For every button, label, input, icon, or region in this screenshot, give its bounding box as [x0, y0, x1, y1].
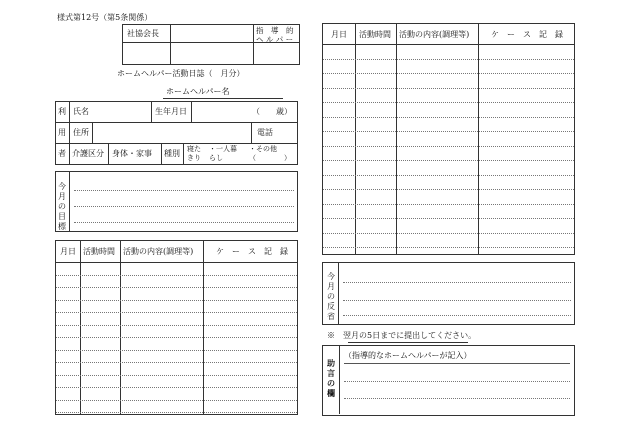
table-row — [323, 131, 574, 132]
table-row — [56, 387, 297, 388]
reflection-label: 今月の反省 — [327, 272, 335, 321]
diary-title: ホームヘルパー活動日誌（ 月分） — [117, 69, 245, 78]
table-row — [323, 160, 574, 161]
header-content: 活動の内容(調理等) — [123, 247, 194, 256]
table-row — [56, 275, 297, 276]
type-other: ・その他 （ ） — [249, 145, 291, 162]
age-label: （ 歳） — [252, 107, 292, 116]
notice-underline — [348, 342, 468, 343]
header-date: 月日 — [331, 30, 347, 39]
left-activity-table — [55, 240, 298, 415]
advice-box — [322, 345, 575, 416]
table-row — [323, 88, 574, 89]
table-row — [56, 375, 297, 376]
form-id: 様式第12号（第5条関係） — [57, 13, 153, 22]
table-row — [323, 175, 574, 176]
submission-notice: ※ 翌月の5日までに提出してください。 — [327, 331, 477, 340]
helper-name-label: ホームヘルパー名 — [166, 87, 230, 96]
table-row — [323, 247, 574, 248]
type-alone: ・一人暮 らし — [209, 145, 237, 162]
table-row — [56, 312, 297, 313]
table-row — [323, 102, 574, 103]
chief-label: 社協会長 — [127, 29, 159, 38]
table-row — [56, 412, 297, 413]
side-label-1: 利 — [58, 107, 66, 116]
type-bedridden: 寝た きり — [187, 145, 201, 162]
table-row — [56, 350, 297, 351]
helper-name-line — [163, 98, 283, 99]
side-label-2: 用 — [58, 128, 66, 137]
table-row — [56, 325, 297, 326]
table-row — [323, 189, 574, 190]
table-row — [323, 233, 574, 234]
header-time: 活動時間 — [359, 30, 391, 39]
table-row — [56, 337, 297, 338]
table-row — [323, 73, 574, 74]
side-label-3: 者 — [58, 149, 66, 158]
table-row — [56, 362, 297, 363]
advice-label: 助言の欄 — [327, 358, 335, 398]
type-label: 種別 — [164, 149, 180, 158]
birth-label: 生年月日 — [155, 107, 187, 116]
header-case: ケ ー ス 記 録 — [491, 30, 563, 39]
care-class-label: 介護区分 — [72, 149, 104, 158]
table-row — [56, 300, 297, 301]
monthly-goal-label: 今月の目標 — [58, 182, 66, 231]
approval-box — [122, 24, 300, 65]
reflection-box — [322, 262, 575, 325]
table-row — [323, 117, 574, 118]
table-row — [323, 59, 574, 60]
table-row — [56, 400, 297, 401]
address-label: 住所 — [73, 128, 89, 137]
header-content: 活動の内容(調理等) — [399, 30, 470, 39]
table-row — [323, 218, 574, 219]
table-row — [323, 146, 574, 147]
care-class-value: 身体・家事 — [112, 149, 152, 158]
advice-note: （指導的なホームヘルパーが記入） — [344, 351, 472, 360]
header-time: 活動時間 — [83, 247, 115, 256]
name-label: 氏名 — [73, 107, 89, 116]
user-info-box — [55, 101, 298, 165]
table-row — [56, 287, 297, 288]
header-case: ケ ー ス 記 録 — [216, 247, 288, 256]
right-activity-table — [322, 23, 575, 255]
header-date: 月日 — [60, 247, 76, 256]
table-row — [323, 204, 574, 205]
phone-label: 電話 — [257, 128, 273, 137]
monthly-goal-box — [55, 171, 298, 232]
supervisor-label: 指 導 的 ヘ ル パ ー — [256, 26, 294, 44]
